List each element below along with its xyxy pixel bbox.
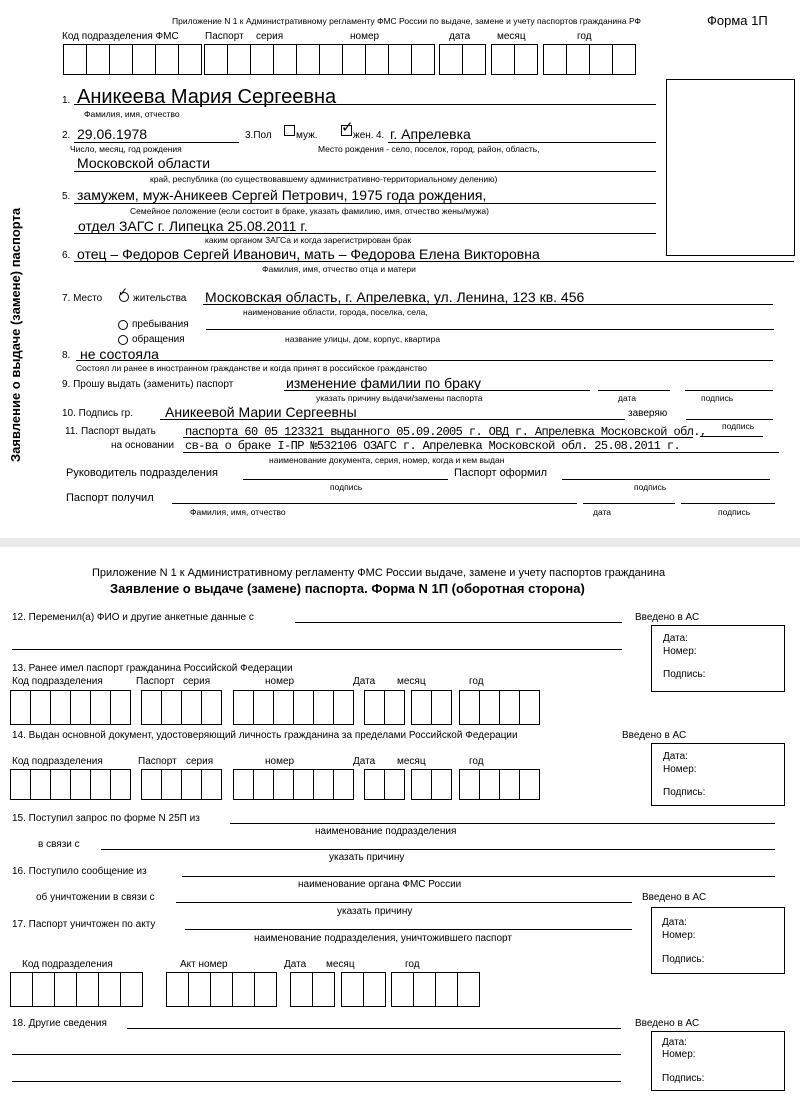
birth-region-value[interactable]: Московской области [77,155,211,171]
label-date: дата [449,31,471,42]
received-date-caption: дата [593,507,612,517]
vertical-title: Заявление о выдаче (замене) паспорта [8,207,23,462]
foreign-citizenship-value[interactable]: не состояла [80,346,159,362]
as-date-14: Дата: [663,751,688,762]
as-entered-14: Введено в АС [622,730,687,741]
label-fms-code: Код подразделения ФМС [62,31,179,42]
field-1-num: 1. [62,95,71,106]
line-received-sign [681,503,775,504]
as-number-12: Номер: [663,646,697,657]
act-date-cells[interactable] [290,972,334,1007]
line-16 [182,876,775,877]
marriage-registry-value[interactable]: отдел ЗАГС г. Липецка 25.08.2011 г. [78,218,308,234]
back-appendix-note: Приложение N 1 к Административному регламенту ФМС России выдаче, замене и учету паспортов гражданина [92,567,666,579]
line-received-date [583,503,675,504]
marriage-registry-caption: каким органом ЗАГСа и когда зарегистрирован брак [205,235,412,245]
line-18b [12,1054,621,1055]
col17-date: Дата [284,959,307,970]
field-15-label-2: в связи с [38,839,80,850]
field-13-label: 13. Ранее имел паспорт гражданина Российской Федерации [12,663,293,674]
as-sign-18: Подпись: [662,1073,705,1084]
as-entered-16: Введено в АС [642,892,707,903]
reason-sign-caption: подпись [701,393,734,403]
line-head [243,479,448,480]
prev-month-cells[interactable] [411,690,451,725]
received-fio-caption: Фамилия, имя, отчество [190,507,286,517]
application-radio[interactable] [118,335,128,345]
prev-code-cells[interactable] [10,690,130,725]
field-15-caption-1: наименование подразделения [315,826,457,837]
male-checkbox[interactable] [284,125,295,136]
act-month-cells[interactable] [341,972,385,1007]
field-2-num: 2. [62,130,71,141]
parents-value[interactable]: отец – Федоров Сергей Иванович, мать – Федорова Елена Викторовна [77,246,540,262]
label-number: номер [350,31,380,42]
act-year-cells[interactable] [391,972,479,1007]
col17-month: месяц [326,959,355,970]
birth-date-caption: Число, месяц, год рождения [70,144,182,154]
field-18-label: 18. Другие сведения [12,1018,107,1029]
field-15-label: 15. Поступил запрос по форме N 25П из [12,813,200,824]
line-4 [388,142,656,143]
field-6-num: 6. [62,250,71,261]
line-11b [183,452,779,453]
as-date-18: Дата: [662,1037,687,1048]
field-8-num: 8. [62,350,71,361]
field-16-label-2: об уничтожении в связи с [36,892,155,903]
line-issued [562,479,770,480]
field-9-label: 9. Прошу выдать (заменить) паспорт [62,379,234,390]
field-17-caption: наименование подразделения, уничтожившего паспорт [254,933,512,944]
line-9 [284,390,590,391]
basis-label: на основании [111,440,174,451]
line-15b [101,849,775,850]
field-15-caption-2: указать причину [329,852,405,863]
field-14-label: 14. Выдан основной документ, удостоверяющий личность гражданина за пределами Российской Федерации [12,730,518,741]
marital-status-caption: Семейное положение (если состоит в браке, указать фамилию, имя, отчество жены/мужа) [130,206,489,216]
as-date-12: Дата: [663,633,688,644]
reason-caption: указать причину выдачи/замены паспорта [316,393,483,403]
line-12b [12,649,622,650]
col14-date: Дата [353,756,376,767]
field-16-label: 16. Поступило сообщение из [12,866,147,877]
as-sign-12: Подпись: [663,669,706,680]
col17-year: год [405,959,420,970]
col14-passport: Паспорт [138,756,177,767]
foreign-citizenship-caption: Состоял ли ранее в иностранном гражданстве и когда принят в российское гражданство [76,363,428,373]
marital-status-value[interactable]: замужем, муж-Аникеев Сергей Петрович, 1975 года рождения, [77,187,487,203]
field-16-caption-1: наименование органа ФМС России [298,879,462,890]
act-code-cells[interactable] [10,972,142,1007]
line-6 [74,261,794,262]
reason-date-caption: дата [618,393,637,403]
line-2 [74,142,239,143]
attest-label: заверяю [628,408,668,419]
as-number-18: Номер: [662,1049,696,1060]
full-name-value[interactable]: Аникеева Мария Сергеевна [77,86,337,108]
received-label: Паспорт получил [66,492,154,504]
field-17-label: 17. Паспорт уничтожен по акту [12,919,156,930]
col13-number: номер [265,676,295,687]
line-9-sign [685,390,773,391]
field-4-num: 4. [376,130,385,141]
signature-name-value[interactable]: Аникеевой Марии Сергеевны [165,404,357,420]
address-caption-2: название улицы, дом, корпус, квартира [285,334,441,344]
line-18c [12,1081,621,1082]
foreign-year-cells[interactable] [459,769,539,800]
head-sign-caption: подпись [330,482,363,492]
act-number-cells[interactable] [166,972,276,1007]
line-12 [295,622,622,623]
form-number: Форма 1П [707,13,768,28]
line-received [172,503,577,504]
residence-label: жительства [133,293,187,304]
photo-box [666,79,795,256]
field-11-label: 11. Паспорт выдать [65,426,156,437]
col17-act: Акт номер [180,959,228,970]
fms-code-cells[interactable] [63,44,201,75]
parents-caption: Фамилия, имя, отчество отца и матери [262,264,416,274]
col17-code: Код подразделения [22,959,113,970]
foreign-month-cells[interactable] [411,769,451,800]
line-7 [203,304,773,305]
line-1 [74,104,656,105]
line-15 [230,823,775,824]
line-5b [74,233,656,234]
col13-year: год [469,676,484,687]
prev-date-cells[interactable] [364,690,404,725]
label-month: месяц [497,31,526,42]
label-passport: Паспорт [205,31,244,42]
as-number-16: Номер: [662,930,696,941]
line-4b [74,171,656,172]
field-12-label: 12. Переменил(а) ФИО и другие анкетные данные с [12,612,254,623]
line-8 [76,360,773,361]
birth-place-caption: Место рождения - село, поселок, город, район, область, [318,144,540,154]
line-16b [176,902,632,903]
female-label: жен. [353,130,374,141]
line-9-date [598,390,670,391]
label-series: серия [256,31,284,42]
col14-month: месяц [397,756,426,767]
head-unit-label: Руководитель подразделения [66,467,218,479]
series-cells[interactable] [204,44,296,75]
residence-check-mark: ✓ [118,285,129,299]
foreign-code-cells[interactable] [10,769,130,800]
as-sign-16: Подпись: [662,954,705,965]
reason-value[interactable]: изменение фамилии по браку [286,375,481,391]
prev-series-cells[interactable] [141,690,221,725]
line-11-tail [700,436,763,437]
birth-region-caption: край, республика (по существовавшему административно-территориальному делению) [150,174,498,184]
issued-sign-caption: подпись [634,482,667,492]
col14-number: номер [265,756,295,767]
as-entered-18: Введено в АС [635,1018,700,1029]
full-name-caption: Фамилия, имя, отчество [84,109,180,119]
form-back-page [0,547,800,1100]
basis-caption: наименование документа, серия, номер, когда и кем выдан [269,455,505,465]
birth-place-value[interactable]: г. Апрелевка [390,126,471,142]
received-sign-caption: подпись [718,507,751,517]
field-5-num: 5. [62,191,71,202]
issued-by-label: Паспорт оформил [454,467,548,479]
col14-code: Код подразделения [12,756,103,767]
form-front-page [0,0,800,538]
field-7-label: 7. Место [62,293,103,304]
foreign-date-cells[interactable] [364,769,404,800]
month-cells[interactable] [491,44,537,75]
label-year: год [577,31,592,42]
as-date-16: Дата: [662,917,687,928]
line-10 [160,419,625,420]
field-10-label: 10. Подпись гр. [62,408,134,419]
col14-series: серия [186,756,214,767]
stay-label: пребывания [132,319,189,330]
sex-label: 3.Пол [245,130,272,141]
back-title: Заявление о выдаче (замене) паспорта. Форма N 1П (оборотная сторона) [110,581,585,596]
stay-radio[interactable] [118,320,128,330]
col13-month: месяц [397,676,426,687]
prev-year-cells[interactable] [459,690,539,725]
as-box-18 [651,1031,785,1091]
col14-year: год [469,756,484,767]
application-label: обращения [132,334,185,345]
line-10-sign [686,419,773,420]
attest-sign-caption: подпись [722,421,755,431]
number-cells[interactable] [296,44,434,75]
issue-basis-value-1[interactable]: паспорта 60 05 123321 выданного 05.09.2005 г. ОВД г. Апрелевка Московской обл., [185,425,707,439]
line-5 [74,203,656,204]
as-box-12 [651,625,785,692]
field-16-caption-2: указать причину [337,906,413,917]
female-check-mark: ✓ [341,119,354,136]
male-label: муж. [296,130,318,141]
line-7b [206,329,774,330]
as-number-14: Номер: [663,764,697,775]
birth-date-value[interactable]: 29.06.1978 [77,126,148,142]
prev-number-cells[interactable] [233,690,353,725]
appendix-note: Приложение N 1 к Административному регламенту ФМС России по выдаче, замене и учету паспортов гражданина РФ [172,16,641,26]
line-11 [183,437,693,438]
col13-date: Дата [353,676,376,687]
as-box-16 [651,907,785,974]
line-17 [185,929,632,930]
as-sign-14: Подпись: [663,787,706,798]
as-box-14 [651,743,785,806]
date-cells[interactable] [439,44,485,75]
line-18 [127,1028,621,1029]
foreign-series-cells[interactable] [141,769,221,800]
year-cells[interactable] [543,44,635,75]
issue-basis-value-2[interactable]: св-ва о браке I-ПР №532106 ОЗАГС г. Апрелевка Московской обл. 25.08.2011 г. [185,439,681,453]
col13-series: серия [183,676,211,687]
foreign-number-cells[interactable] [233,769,353,800]
address-caption-1: наименование области, города, поселка, села, [243,307,428,317]
as-entered-12: Введено в АС [635,612,700,623]
col13-passport: Паспорт [136,676,175,687]
col13-code: Код подразделения [12,676,103,687]
address-value[interactable]: Московская область, г. Апрелевка, ул. Ленина, 123 кв. 456 [205,289,585,305]
